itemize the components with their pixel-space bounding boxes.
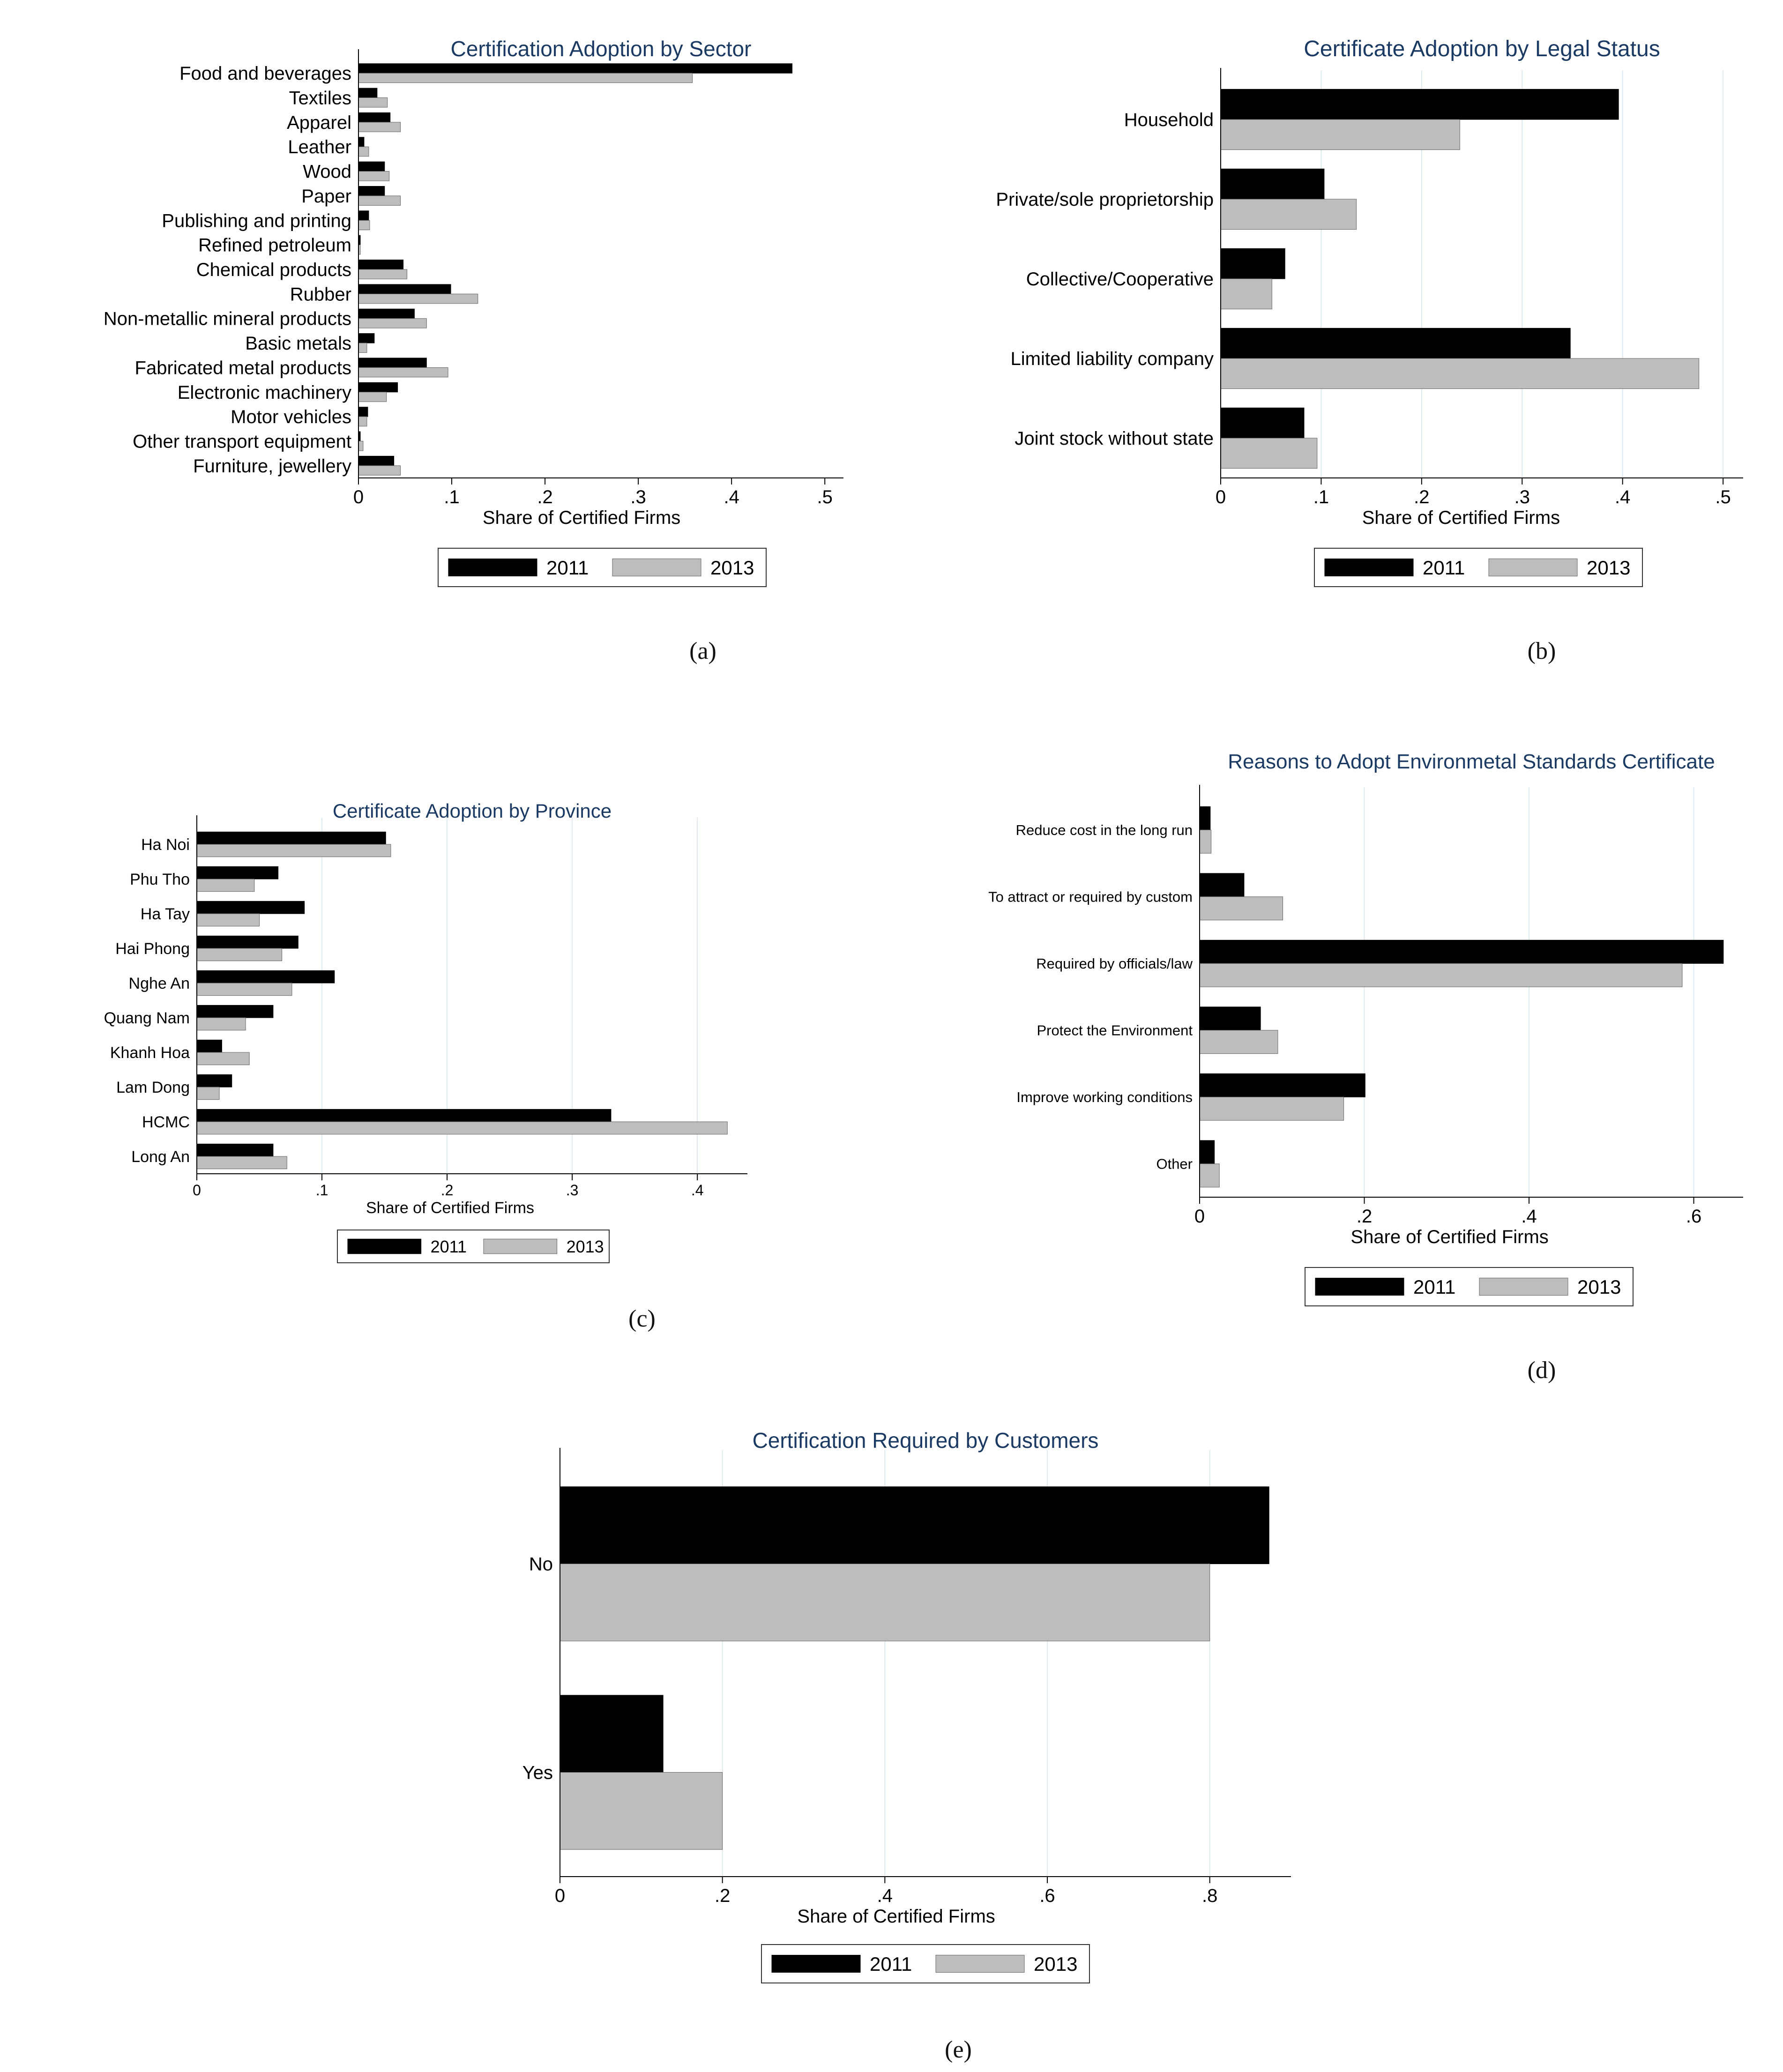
category-label-household: Household <box>1124 110 1214 130</box>
bar-2011-no <box>560 1487 1269 1564</box>
x-tick-label: .2 <box>1356 1206 1373 1227</box>
category-label-textiles: Textiles <box>289 88 351 109</box>
legend-label-2013: 2013 <box>1577 1276 1621 1298</box>
legend-swatch-2013 <box>936 1955 1024 1973</box>
bar-2013-ha-tay <box>197 914 260 926</box>
bar-2011-apparel <box>358 112 390 122</box>
bar-2013-quang-nam <box>197 1018 246 1030</box>
chart-reasons-svg <box>930 731 1764 1338</box>
category-label-collective-cooperative: Collective/Cooperative <box>1026 269 1214 290</box>
x-tick-label: .2 <box>537 487 553 507</box>
x-tick-label: .3 <box>566 1182 579 1199</box>
bar-2011-protect-the-environment <box>1200 1007 1261 1030</box>
bar-2011-private-sole-proprietorship <box>1221 169 1324 199</box>
bar-2013-joint-stock-without-state <box>1221 438 1317 469</box>
bar-2013-basic-metals <box>358 343 367 352</box>
chart-sector-svg <box>30 14 865 619</box>
legend-swatch-2011 <box>1315 1278 1404 1296</box>
bar-2013-non-metallic-mineral-products <box>358 319 426 328</box>
bar-2011-electronic-machinery <box>358 382 398 392</box>
x-axis-title: Share of Certified Firms <box>797 1906 995 1927</box>
chart-title: Certification Adoption by Sector <box>450 37 752 61</box>
bar-2013-food-and-beverages <box>358 73 693 82</box>
x-axis-title: Share of Certified Firms <box>482 507 681 528</box>
caption-b: (b) <box>1527 638 1556 664</box>
legend-label-2011: 2011 <box>1423 557 1465 579</box>
bar-2013-improve-working-conditions <box>1200 1097 1344 1120</box>
chart-title: Certification Required by Customers <box>752 1428 1099 1453</box>
caption-c: (c) <box>628 1305 656 1332</box>
x-tick-label: .1 <box>444 487 460 507</box>
x-tick-label: .6 <box>1686 1206 1702 1227</box>
category-label-phu-tho: Phu Tho <box>130 870 190 888</box>
bar-2011-reduce-cost-in-the-long-run <box>1200 806 1210 830</box>
bar-2011-joint-stock-without-state <box>1221 408 1304 438</box>
bar-2011-ha-tay <box>197 901 305 914</box>
category-label-electronic-machinery: Electronic machinery <box>177 382 351 403</box>
category-label-hai-phong: Hai Phong <box>115 939 190 958</box>
category-label-chemical-products: Chemical products <box>196 260 351 280</box>
category-label-other-transport-equipment: Other transport equipment <box>133 431 351 452</box>
chart-legal-status-svg <box>930 14 1764 619</box>
bar-2013-long-an <box>197 1156 287 1169</box>
x-tick-label: 0 <box>1215 487 1226 507</box>
category-label-non-metallic-mineral-products: Non-metallic mineral products <box>103 308 351 329</box>
chart-customers-svg <box>478 1406 1312 2015</box>
legend-label-2013: 2013 <box>1034 1953 1078 1975</box>
bar-2013-chemical-products <box>358 269 407 279</box>
x-tick-label: 0 <box>353 487 364 507</box>
legend-swatch-2011 <box>348 1239 421 1254</box>
category-label-motor-vehicles: Motor vehicles <box>231 407 351 428</box>
bar-2013-private-sole-proprietorship <box>1221 199 1356 230</box>
bar-2013-phu-tho <box>197 879 254 892</box>
bar-2011-phu-tho <box>197 866 278 879</box>
legend-label-2011: 2011 <box>870 1953 912 1975</box>
x-tick-label: .4 <box>724 487 739 507</box>
bar-2013-limited-liability-company <box>1221 358 1699 389</box>
chart-panel-legal-status <box>930 14 1764 619</box>
chart-panel-sector <box>30 14 865 619</box>
legend-swatch-2011 <box>448 559 537 576</box>
chart-panel-province <box>73 780 766 1289</box>
category-label-lam-dong: Lam Dong <box>116 1078 190 1096</box>
bar-2011-limited-liability-company <box>1221 328 1570 358</box>
bar-2013-other-transport-equipment <box>358 441 363 450</box>
bar-2011-wood <box>358 162 385 171</box>
x-tick-label: .5 <box>817 487 833 507</box>
bar-2011-nghe-an <box>197 970 335 983</box>
bar-2013-ha-noi <box>197 844 391 857</box>
bar-2013-wood <box>358 171 389 181</box>
x-axis-title: Share of Certified Firms <box>366 1199 534 1217</box>
bar-2011-chemical-products <box>358 260 403 269</box>
chart-province-svg <box>73 780 766 1289</box>
bar-2013-leather <box>358 147 369 156</box>
caption-e: (e) <box>945 2036 972 2063</box>
x-axis-title: Share of Certified Firms <box>1350 1227 1549 1247</box>
legend-label-2013: 2013 <box>566 1237 604 1256</box>
bar-2011-textiles <box>358 88 377 97</box>
bar-2011-to-attract-or-required-by-custom <box>1200 873 1244 897</box>
x-tick-label: 0 <box>1194 1206 1205 1227</box>
category-label-publishing-and-printing: Publishing and printing <box>162 210 351 231</box>
bar-2013-required-by-officials-law <box>1200 963 1682 987</box>
bar-2013-khanh-hoa <box>197 1052 249 1065</box>
bar-2011-lam-dong <box>197 1074 232 1087</box>
category-label-other: Other <box>1156 1155 1193 1172</box>
bar-2013-paper <box>358 196 401 205</box>
legend-swatch-2011 <box>772 1955 860 1973</box>
category-label-leather: Leather <box>288 137 351 158</box>
legend-label-2013: 2013 <box>1587 557 1631 579</box>
bar-2013-furniture-jewellery <box>358 466 401 475</box>
bar-2011-khanh-hoa <box>197 1040 222 1052</box>
bar-2013-protect-the-environment <box>1200 1030 1278 1054</box>
category-label-yes: Yes <box>522 1762 553 1783</box>
bar-2011-fabricated-metal-products <box>358 358 426 367</box>
x-tick-label: .1 <box>1313 487 1329 507</box>
bar-2011-motor-vehicles <box>358 407 368 417</box>
bar-2013-electronic-machinery <box>358 392 387 402</box>
bar-2011-yes <box>560 1695 663 1773</box>
x-tick-label: 0 <box>193 1182 201 1199</box>
legend-label-2011: 2011 <box>430 1237 467 1256</box>
bar-2013-hcmc <box>197 1122 727 1134</box>
category-label-no: No <box>529 1554 553 1575</box>
category-label-apparel: Apparel <box>287 112 351 133</box>
legend-swatch-2013 <box>612 559 701 576</box>
legend-swatch-2013 <box>484 1239 557 1254</box>
chart-title: Certificate Adoption by Legal Status <box>1304 37 1660 61</box>
bar-2013-apparel <box>358 122 401 132</box>
chart-panel-reasons <box>930 731 1764 1338</box>
category-label-food-and-beverages: Food and beverages <box>179 63 351 84</box>
bar-2013-motor-vehicles <box>358 417 367 426</box>
bar-2011-hcmc <box>197 1109 611 1122</box>
category-label-improve-working-conditions: Improve working conditions <box>1016 1089 1193 1106</box>
category-label-long-an: Long An <box>131 1148 190 1166</box>
category-label-quang-nam: Quang Nam <box>104 1009 190 1027</box>
bar-2013-collective-cooperative <box>1221 279 1272 309</box>
bar-2011-leather <box>358 137 364 147</box>
bar-2011-household <box>1221 89 1619 119</box>
bar-2011-food-and-beverages <box>358 64 792 73</box>
x-tick-label: .4 <box>1521 1206 1537 1227</box>
category-label-reduce-cost-in-the-long-run: Reduce cost in the long run <box>1015 822 1193 839</box>
x-tick-label: .6 <box>1039 1886 1055 1906</box>
bar-2011-paper <box>358 186 385 196</box>
bar-2011-rubber <box>358 284 451 294</box>
category-label-rubber: Rubber <box>290 284 351 305</box>
category-label-refined-petroleum: Refined petroleum <box>198 235 351 256</box>
bar-2013-nghe-an <box>197 983 292 996</box>
bar-2011-collective-cooperative <box>1221 248 1285 279</box>
category-label-wood: Wood <box>303 161 351 182</box>
legend-label-2011: 2011 <box>1413 1276 1456 1298</box>
bar-2011-furniture-jewellery <box>358 456 394 465</box>
bar-2013-no <box>560 1564 1210 1641</box>
category-label-nghe-an: Nghe An <box>128 974 190 992</box>
chart-panel-customers <box>478 1406 1312 2015</box>
bar-2013-textiles <box>358 98 388 107</box>
bar-2011-long-an <box>197 1144 273 1156</box>
category-label-joint-stock-without-state: Joint stock without state <box>1015 428 1214 449</box>
legend-label-2011: 2011 <box>546 557 589 579</box>
category-label-khanh-hoa: Khanh Hoa <box>110 1043 190 1062</box>
bar-2013-household <box>1221 119 1460 150</box>
bar-2011-hai-phong <box>197 936 298 948</box>
chart-title: Certificate Adoption by Province <box>332 800 612 822</box>
x-tick-label: .3 <box>630 487 646 507</box>
bar-2011-quang-nam <box>197 1005 273 1018</box>
caption-a: (a) <box>689 638 716 664</box>
bar-2011-required-by-officials-law <box>1200 940 1723 963</box>
category-label-to-attract-or-required-by-custom: To attract or required by custom <box>988 888 1193 905</box>
x-tick-label: .1 <box>315 1182 328 1199</box>
bar-2013-lam-dong <box>197 1087 219 1100</box>
x-axis-title: Share of Certified Firms <box>1362 507 1560 528</box>
category-label-paper: Paper <box>301 186 351 207</box>
legend-swatch-2013 <box>1479 1278 1568 1296</box>
bar-2013-to-attract-or-required-by-custom <box>1200 897 1283 920</box>
x-tick-label: .2 <box>1414 487 1430 507</box>
category-label-fabricated-metal-products: Fabricated metal products <box>134 358 351 379</box>
legend-swatch-2011 <box>1325 559 1413 576</box>
bar-2011-non-metallic-mineral-products <box>358 309 414 318</box>
x-tick-label: .4 <box>877 1886 893 1906</box>
x-tick-label: 0 <box>554 1886 566 1906</box>
category-label-ha-tay: Ha Tay <box>140 905 190 923</box>
chart-title: Reasons to Adopt Environmetal Standards Certificate <box>1228 750 1715 773</box>
x-tick-label: .5 <box>1715 487 1731 507</box>
category-label-furniture-jewellery: Furniture, jewellery <box>193 455 351 477</box>
x-tick-label: .3 <box>1514 487 1530 507</box>
category-label-required-by-officials-law: Required by officials/law <box>1036 955 1193 972</box>
bar-2013-reduce-cost-in-the-long-run <box>1200 830 1211 853</box>
bar-2011-basic-metals <box>358 334 374 343</box>
category-label-protect-the-environment: Protect the Environment <box>1037 1022 1193 1039</box>
bar-2013-rubber <box>358 294 478 303</box>
bar-2013-other <box>1200 1164 1219 1187</box>
category-label-hcmc: HCMC <box>142 1113 190 1131</box>
category-label-basic-metals: Basic metals <box>245 333 351 354</box>
caption-d: (d) <box>1527 1357 1556 1384</box>
bar-2011-publishing-and-printing <box>358 211 369 220</box>
bar-2013-fabricated-metal-products <box>358 367 448 377</box>
bar-2013-publishing-and-printing <box>358 220 370 230</box>
category-label-limited-liability-company: Limited liability company <box>1010 349 1214 369</box>
bar-2011-ha-noi <box>197 832 386 844</box>
legend-label-2013: 2013 <box>710 557 754 579</box>
bar-2011-other <box>1200 1140 1215 1164</box>
legend-swatch-2013 <box>1489 559 1577 576</box>
bar-2011-improve-working-conditions <box>1200 1073 1365 1097</box>
x-tick-label: .4 <box>691 1182 704 1199</box>
x-tick-label: .4 <box>1615 487 1631 507</box>
bar-2013-yes <box>560 1773 723 1850</box>
category-label-ha-noi: Ha Noi <box>141 835 190 854</box>
x-tick-label: .2 <box>440 1182 454 1199</box>
bar-2013-hai-phong <box>197 948 282 961</box>
category-label-private-sole-proprietorship: Private/sole proprietorship <box>996 189 1214 210</box>
x-tick-label: .2 <box>714 1886 731 1906</box>
x-tick-label: .8 <box>1201 1886 1218 1906</box>
